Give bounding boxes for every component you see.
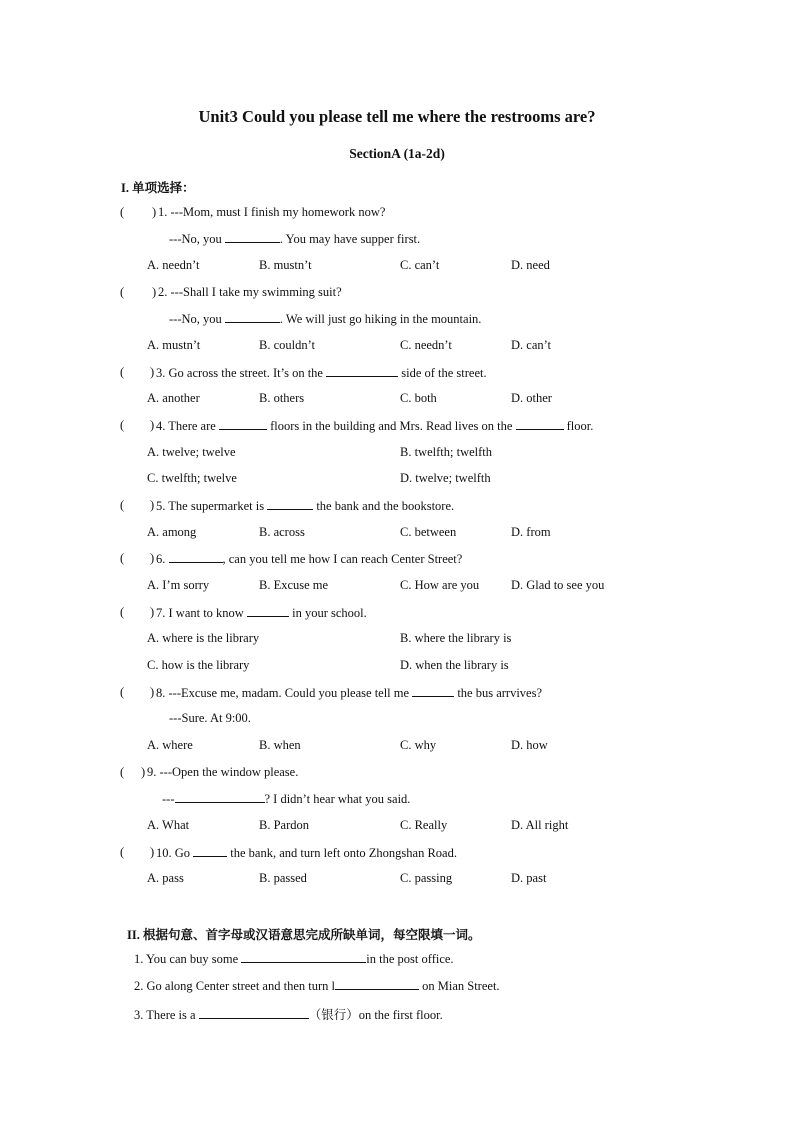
option-b[interactable]: B. twelfth; twelfth bbox=[400, 445, 492, 459]
option-c[interactable]: C. Really bbox=[400, 818, 448, 832]
answer-paren-close: ) bbox=[150, 418, 155, 432]
question-stem: 8. ---Excuse me, madam. Could you please tell me the bus arrvives? bbox=[156, 686, 543, 700]
answer-blank[interactable] bbox=[516, 418, 564, 430]
question-stem: 9. ---Open the window please. bbox=[147, 765, 299, 779]
question-stem: 5. The supermarket is the bank and the bookstore. bbox=[156, 499, 455, 513]
option-c[interactable]: C. How are you bbox=[400, 578, 480, 592]
option-c[interactable]: C. how is the library bbox=[147, 658, 250, 672]
answer-paren-close: ) bbox=[150, 845, 155, 859]
option-b[interactable]: B. passed bbox=[259, 871, 307, 885]
answer-paren-open: ( bbox=[120, 845, 125, 859]
answer-paren-open: ( bbox=[120, 765, 125, 779]
question-line-2: ---Sure. At 9:00. bbox=[169, 711, 251, 725]
answer-paren-close: ) bbox=[152, 285, 157, 299]
answer-paren-open: ( bbox=[120, 551, 125, 565]
question-stem: 3. Go across the street. It’s on the side of the street. bbox=[156, 366, 487, 380]
fill-in-sentence-1: 1. You can buy some in the post office. bbox=[134, 952, 454, 966]
answer-blank[interactable] bbox=[247, 605, 289, 617]
answer-paren-open: ( bbox=[120, 605, 125, 619]
answer-blank[interactable] bbox=[225, 311, 280, 323]
option-b[interactable]: B. when bbox=[259, 738, 301, 752]
option-c[interactable]: C. needn’t bbox=[400, 338, 452, 352]
answer-paren-open: ( bbox=[120, 205, 125, 219]
option-b[interactable]: B. mustn’t bbox=[259, 258, 312, 272]
question-stem: 10. Go the bank, and turn left onto Zhongshan Road. bbox=[156, 846, 457, 860]
option-c[interactable]: C. twelfth; twelve bbox=[147, 471, 237, 485]
option-c[interactable]: C. why bbox=[400, 738, 437, 752]
page-subtitle: SectionA (1a-2d) bbox=[349, 146, 445, 161]
option-b[interactable]: B. where the library is bbox=[400, 631, 512, 645]
option-d[interactable]: D. All right bbox=[511, 818, 569, 832]
question-stem: 7. I want to know in your school. bbox=[156, 606, 367, 620]
answer-blank[interactable] bbox=[335, 978, 419, 990]
option-b[interactable]: B. couldn’t bbox=[259, 338, 316, 352]
option-d[interactable]: D. how bbox=[511, 738, 548, 752]
option-d[interactable]: D. other bbox=[511, 391, 552, 405]
answer-paren-open: ( bbox=[120, 498, 125, 512]
answer-paren-open: ( bbox=[120, 418, 125, 432]
answer-blank[interactable] bbox=[241, 951, 366, 963]
option-a[interactable]: A. where is the library bbox=[147, 631, 260, 645]
option-a[interactable]: A. I’m sorry bbox=[147, 578, 210, 592]
answer-paren-close: ) bbox=[152, 205, 157, 219]
question-stem: 4. There are floors in the building and Mrs. Read lives on the floor. bbox=[156, 419, 594, 433]
option-b[interactable]: B. Excuse me bbox=[259, 578, 329, 592]
option-a[interactable]: A. mustn’t bbox=[147, 338, 201, 352]
option-c[interactable]: C. both bbox=[400, 391, 437, 405]
question-stem: 6. , can you tell me how I can reach Center Street? bbox=[156, 552, 463, 566]
question-line-2: ---No, you . You may have supper first. bbox=[169, 232, 421, 246]
option-a[interactable]: A. among bbox=[147, 525, 197, 539]
option-a[interactable]: A. twelve; twelve bbox=[147, 445, 236, 459]
answer-paren-open: ( bbox=[120, 285, 125, 299]
option-d[interactable]: D. Glad to see you bbox=[511, 578, 605, 592]
option-b[interactable]: B. others bbox=[259, 391, 305, 405]
fill-in-sentence-3: 3. There is a （银行）on the first floor. bbox=[134, 1008, 443, 1022]
option-c[interactable]: C. passing bbox=[400, 871, 453, 885]
fill-in-sentence-2: 2. Go along Center street and then turn l on Mian Street. bbox=[134, 979, 500, 993]
answer-paren-close: ) bbox=[150, 498, 155, 512]
section-1-heading: I. 单项选择： bbox=[121, 181, 195, 195]
answer-paren-open: ( bbox=[120, 685, 125, 699]
option-a[interactable]: A. pass bbox=[147, 871, 184, 885]
option-b[interactable]: B. across bbox=[259, 525, 305, 539]
option-a[interactable]: A. What bbox=[147, 818, 190, 832]
option-d[interactable]: D. when the library is bbox=[400, 658, 509, 672]
answer-blank[interactable] bbox=[175, 791, 265, 803]
answer-blank[interactable] bbox=[412, 685, 454, 697]
answer-blank[interactable] bbox=[193, 845, 227, 857]
option-a[interactable]: A. where bbox=[147, 738, 193, 752]
option-c[interactable]: C. can’t bbox=[400, 258, 440, 272]
page-title: Unit3 Could you please tell me where the restrooms are? bbox=[198, 107, 596, 126]
answer-paren-close: ) bbox=[150, 365, 155, 379]
answer-paren-close: ) bbox=[141, 765, 146, 779]
answer-blank[interactable] bbox=[169, 551, 223, 563]
answer-paren-close: ) bbox=[150, 685, 155, 699]
question-line-2: ---No, you . We will just go hiking in the mountain. bbox=[169, 312, 482, 326]
option-a[interactable]: A. another bbox=[147, 391, 200, 405]
answer-blank[interactable] bbox=[267, 498, 313, 510]
answer-blank[interactable] bbox=[219, 418, 267, 430]
answer-paren-open: ( bbox=[120, 365, 125, 379]
option-d[interactable]: D. from bbox=[511, 525, 551, 539]
answer-blank[interactable] bbox=[199, 1007, 309, 1019]
option-d[interactable]: D. twelve; twelfth bbox=[400, 471, 491, 485]
option-d[interactable]: D. can’t bbox=[511, 338, 552, 352]
question-line-2: --- ? I didn’t hear what you said. bbox=[162, 792, 411, 806]
option-a[interactable]: A. needn’t bbox=[147, 258, 200, 272]
section-2-heading: II. 根据句意、首字母或汉语意思完成所缺单词，每空限填一词。 bbox=[127, 928, 481, 942]
option-d[interactable]: D. need bbox=[511, 258, 550, 272]
answer-paren-close: ) bbox=[150, 605, 155, 619]
question-stem: 1. ---Mom, must I finish my homework now? bbox=[158, 205, 386, 219]
answer-blank[interactable] bbox=[326, 365, 398, 377]
option-d[interactable]: D. past bbox=[511, 871, 547, 885]
option-b[interactable]: B. Pardon bbox=[259, 818, 309, 832]
answer-blank[interactable] bbox=[225, 231, 280, 243]
answer-paren-close: ) bbox=[150, 551, 155, 565]
question-stem: 2. ---Shall I take my swimming suit? bbox=[158, 285, 342, 299]
option-c[interactable]: C. between bbox=[400, 525, 457, 539]
